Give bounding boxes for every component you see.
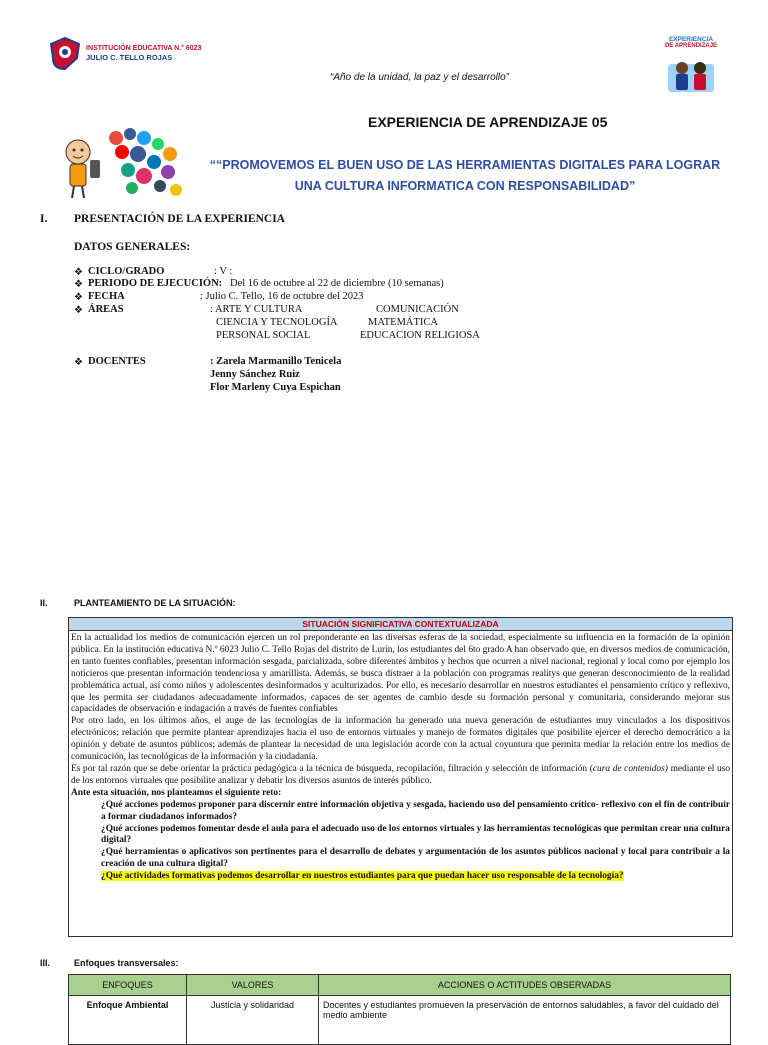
experiencia-badge-logo (660, 36, 722, 94)
docentes-label: DOCENTES (88, 356, 146, 367)
table-header-row (69, 975, 731, 996)
area-item: EDUCACION RELIGIOSA (360, 330, 480, 341)
diamond-bullet-icon: ❖ (74, 357, 83, 368)
reto-question-highlighted (101, 871, 730, 883)
reto-question: ¿Qué herramientas o aplicativos son pertinentes para el desarrollo de debates y argumentación de los asuntos públicos nacional y local para contribuir a la creación de una cultura digital? (101, 847, 730, 870)
year-motto: “Año de la unidad, la paz y el desarrollo” (330, 72, 509, 83)
ciclo-label: CICLO/GRADO (88, 266, 165, 277)
docente-name: : Zarela Marmanillo Tenicela (210, 356, 342, 367)
school-name-logo-text (86, 44, 201, 62)
situacion-box-title: SITUACIÓN SIGNIFICATIVA CONTEXTUALIZADA (69, 618, 732, 631)
paragraph-text: mediante el uso de los entornos virtuales que posibilite analizar y debatir los diversos asuntos de interés público. (71, 763, 731, 786)
paragraph-text: Es por tal razón que se debe orientar la práctica pedagógica a la técnica de búsqueda, recopilación, filtración y selección de información ( (71, 763, 593, 774)
school-crest-logo (48, 36, 82, 70)
situacion-significativa-box (68, 617, 733, 937)
table-cell: Enfoque Ambiental (69, 996, 187, 1045)
section1-number: I. (40, 213, 48, 225)
diamond-bullet-icon: ❖ (74, 292, 83, 303)
situacion-paragraph (71, 764, 730, 788)
reto-question: ¿Qué acciones podemos fomentar desde el aula para el adecuado uso de los entornos virtuales y las herramientas tecnológicas que permitan crear una cultura digital? (101, 823, 730, 846)
ciclo-value: : V : (214, 266, 233, 277)
docente-name: Flor Marleny Cuya Espichan (210, 382, 341, 393)
children-illustration-icon (660, 50, 722, 94)
area-item: COMUNICACIÓN (376, 304, 459, 315)
school-name-line2: JULIO C. TELLO ROJAS (86, 53, 173, 62)
table-row (69, 996, 731, 1045)
fecha-value: : Julio C. Tello, 16 de octubre del 2023 (200, 291, 364, 302)
reto-question: ¿Qué acciones podemos proponer para discernir entre información objetiva y sesgada, haciendo uso del pensamiento crítico- reflexivo con el fin de contribuir a formar ciudadanos informados? (101, 799, 730, 822)
docente-name: Jenny Sánchez Ruiz (210, 369, 300, 380)
experience-subtitle: ““PROMOVEMOS EL BUEN USO DE LAS HERRAMIENTAS DIGITALES PARA LOGRAR UNA CULTURA INFORMATICA CON RESPONSABILIDAD” (209, 158, 721, 193)
diamond-bullet-icon: ❖ (74, 305, 83, 316)
area-item: CIENCIA Y TECNOLOGÍA (216, 317, 338, 328)
area-item: MATEMÁTICA (368, 317, 438, 328)
fecha-label: FECHA (88, 291, 125, 302)
section2-heading: PLANTEAMIENTO DE LA SITUACIÓN: (74, 598, 236, 608)
diamond-bullet-icon: ❖ (74, 267, 83, 278)
situacion-paragraph: En la actualidad los medios de comunicación ejercen un rol preponderante en las diversas esferas de la sociedad, especialmente su influencia en la formación de la opinión pública. En la institución educativa N.º 6023 Julio C. Tello Rojas del distrito de Lurín, los estudiantes del 6to grado A han observado que, en diversos medios de comunicación, en tanto fuentes confiables, presentan información sesgada, parcializada, sobre diferentes ámbitos y hechos que ocurren a nivel nacional, regional y local como por ejemplo los noticieros que presentan información tendenciosa y amarillista. Además, se busca distraer a la población con programas realitys que generan desconocimiento de la realidad problemática actual, así como niños y adolescentes desinformados y aculturizados. Por ello, es necesario desarrollar en nuestros estudiantes el pensamiento crítico y reflexivo, que les permita ser ciudadanos adecuadamente informados, capaces de ser agentes de cambio desde su formación personal y comunitaria, considerando mejorar sus capacidades de observación e indagación a través de fuentes confiables (71, 633, 730, 715)
paragraph-emphasis: cura de contenidos) (592, 763, 668, 774)
section1-heading: PRESENTACIÓN DE LA EXPERIENCIA (74, 213, 285, 225)
situacion-box-body (69, 631, 732, 883)
highlighted-question-text: ¿Qué actividades formativas podemos desarrollar en nuestros estudiantes para que puedan hacer uso responsable de la tecnología? (101, 871, 624, 882)
column-header: VALORES (187, 975, 319, 996)
area-item: PERSONAL SOCIAL (216, 330, 311, 341)
badge-line1: EXPERIENCIA (668, 36, 714, 43)
column-header: ENFOQUES (69, 975, 187, 996)
diamond-bullet-icon: ❖ (74, 279, 83, 290)
situacion-paragraph: Por otro lado, en los últimos años, el auge de las tecnologías de la información ha generado una nueva generación de estudiantes muy vinculados a los dispositivos electrónicos; relación que permite plantear aprendizajes hacia el uso de entornos virtuales y manejo de formatos digitales que posibilite ejercer el derecho democrático a la opinión y debate de asuntos públicos; además de plantear la necesidad de una legislación acorde con la actual coyuntura que permita mediar la relación entre los medios de comunicación, las tecnológicas de la información y la ciudadanía. (71, 716, 730, 763)
reto-heading: Ante esta situación, nos planteamos el siguiente reto: (71, 787, 282, 798)
badge-line2: DE APRENDIZAJE (664, 43, 718, 49)
social-media-illustration-icon (58, 124, 188, 200)
section3-number: III. (40, 958, 51, 968)
section3-heading: Enfoques transversales: (74, 958, 179, 968)
school-name-line1: INSTITUCIÓN EDUCATIVA N.° 6023 (86, 45, 202, 52)
column-header: ACCIONES O ACTITUDES OBSERVADAS (319, 975, 731, 996)
datos-generales-heading: DATOS GENERALES: (74, 241, 191, 253)
table-cell: Justicia y solidaridad (187, 996, 319, 1045)
areas-label: ÁREAS (88, 304, 124, 315)
section2-number: II. (40, 598, 48, 608)
periodo-value: Del 16 de octubre al 22 de diciembre (10 semanas) (230, 278, 444, 289)
page-title: EXPERIENCIA DE APRENDIZAJE 05 (368, 114, 608, 130)
periodo-label: PERIODO DE EJECUCIÓN: (88, 278, 223, 289)
area-item: : ARTE Y CULTURA (210, 304, 303, 315)
table-cell: Docentes y estudiantes promueven la preservación de entornos saludables, a favor del cuidado del medio ambiente (319, 996, 731, 1045)
enfoques-table (68, 974, 731, 1045)
